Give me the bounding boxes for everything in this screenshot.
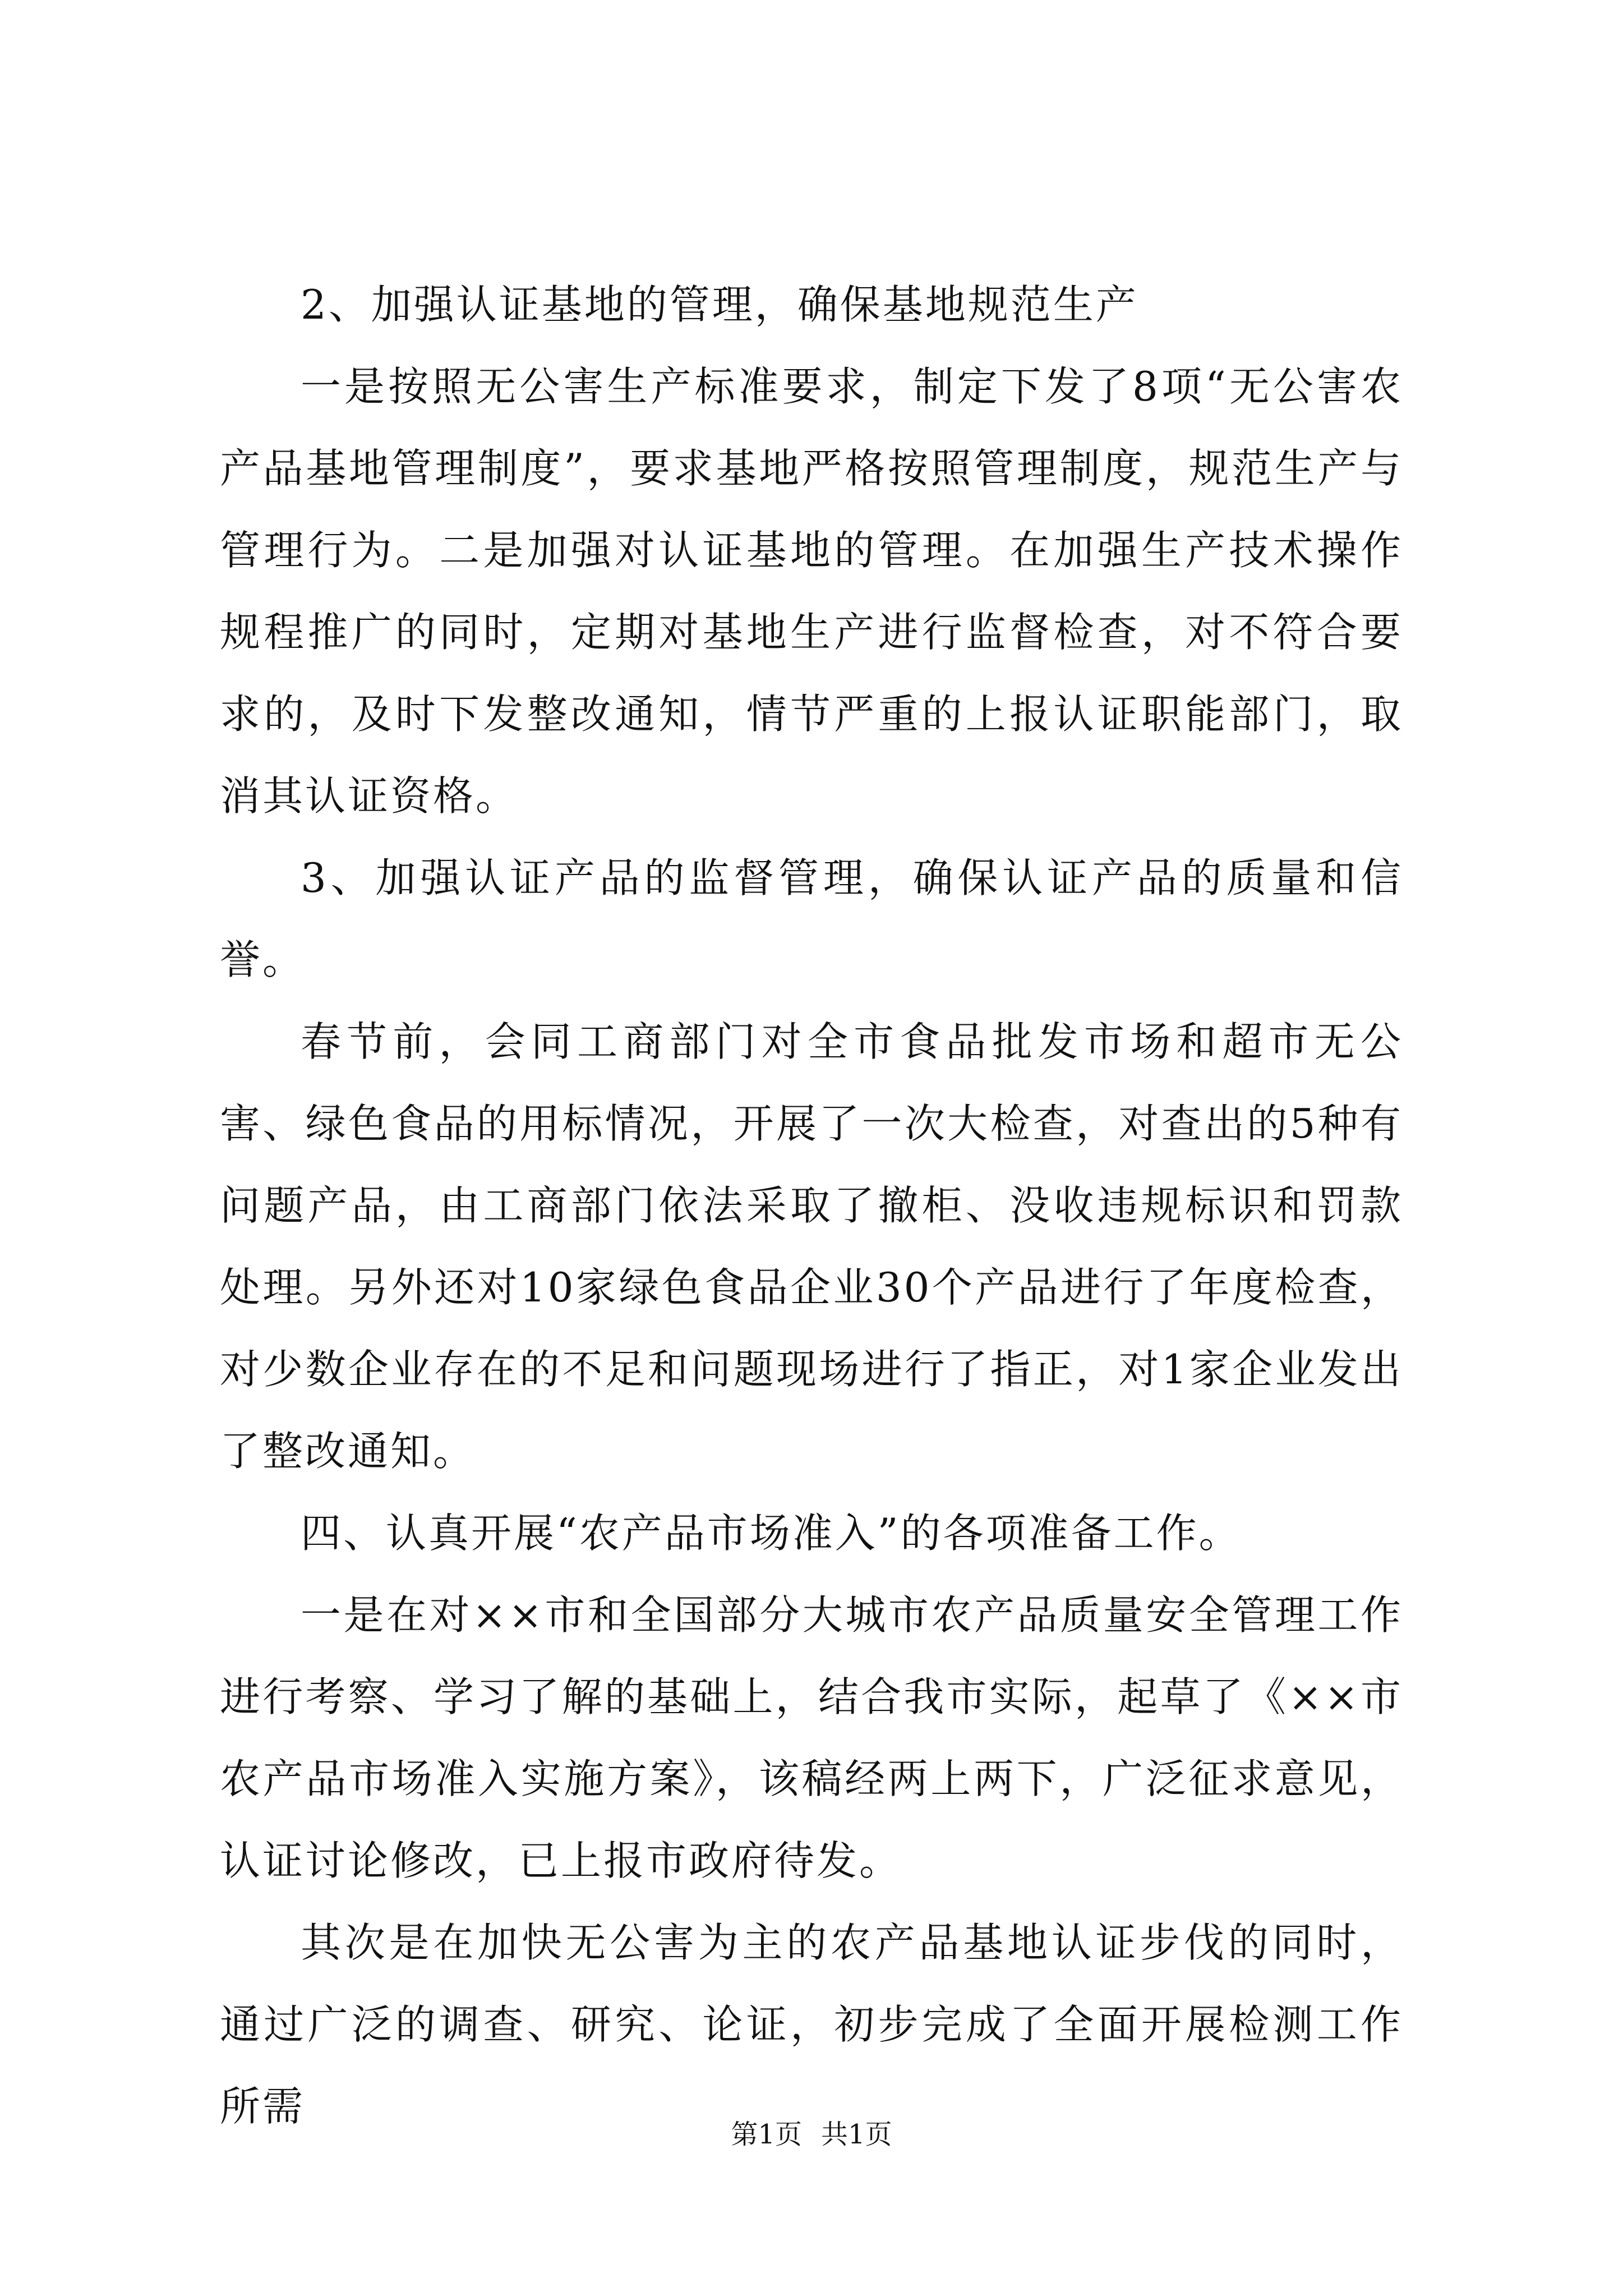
paragraph-base-management: 一是按照无公害生产标准要求，制定下发了8项“无公害农产品基地管理制度”，要求基地严格按照管理制度，规范生产与管理行为。二是加强对认证基地的管理。在加强生产技术操作规程推广的同时，定期对基地生产进行监督检查，对不符合要求的，及时下发整改通知，情节严重的上报认证职能部门，取消其认证资格。: [220, 363, 1403, 820]
page-footer: [0, 2118, 1623, 2151]
section-heading-base-management: 2、加强认证基地的管理，确保基地规范生产: [301, 281, 1138, 328]
page-total: 共1页: [821, 2119, 892, 2150]
paragraph-market-access-testing: 其次是在加快无公害为主的农产品基地认证步伐的同时，通过广泛的调查、研究、论证，初步完成了全面开展检测工作所需: [220, 1919, 1403, 2130]
paragraph-market-access-plan: 一是在对××市和全国部分大城市农产品质量安全管理工作进行考察、学习了解的基础上，结合我市实际，起草了《××市农产品市场准入实施方案》，该稿经两上两下，广泛征求意见，认证讨论修改，已上报市政府待发。: [220, 1591, 1403, 1884]
section-heading-market-access: 四、认真开展“农产品市场准入”的各项准备工作。: [301, 1510, 1242, 1557]
document-body: [220, 264, 1403, 2147]
section-heading-product-supervision: 3、加强认证产品的监督管理，确保认证产品的质量和信誉。: [220, 854, 1403, 983]
page-number: 第1页: [731, 2119, 802, 2150]
paragraph-product-supervision: 春节前，会同工商部门对全市食品批发市场和超市无公害、绿色食品的用标情况，开展了一次大检查，对查出的5种有问题产品，由工商部门依法采取了撤柜、没收违规标识和罚款处理。另外还对10家绿色食品企业30个产品进行了年度检查，对少数企业存在的不足和问题现场进行了指正，对1家企业发出了整改通知。: [220, 1018, 1403, 1475]
